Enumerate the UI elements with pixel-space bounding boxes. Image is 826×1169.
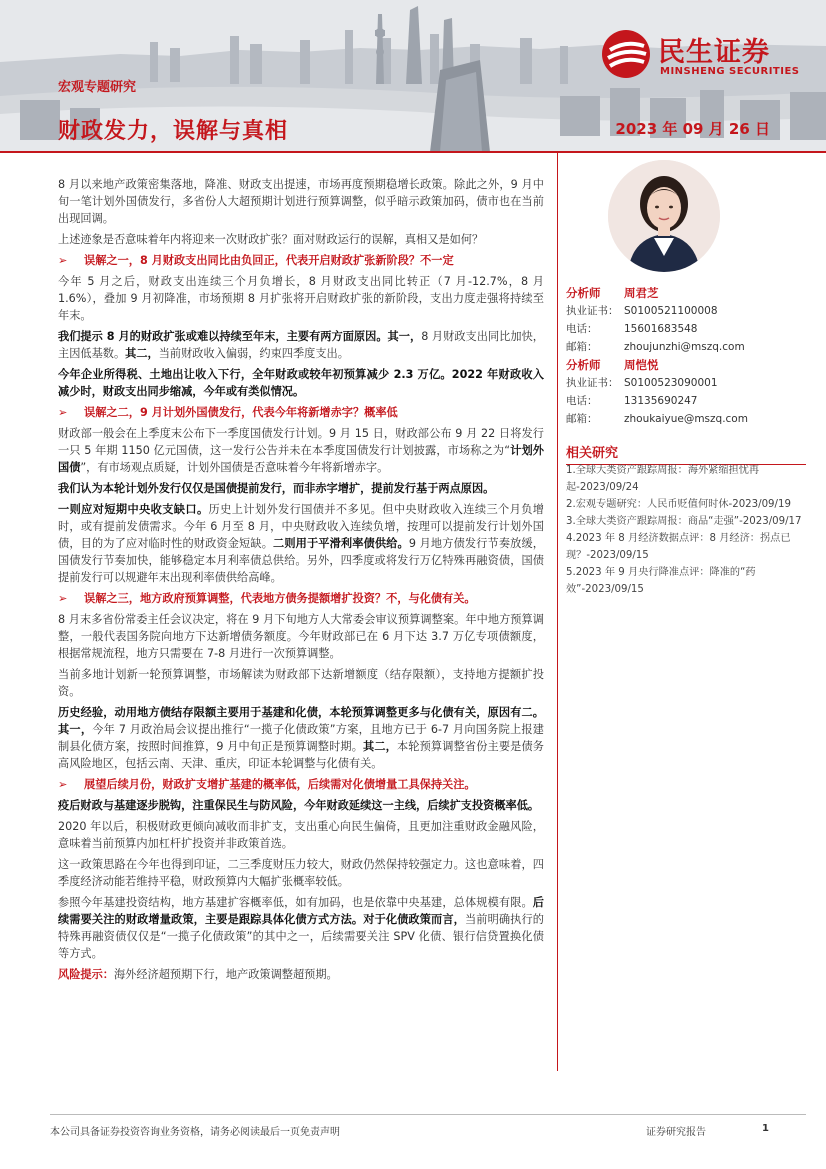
paragraph: 8 月以来地产政策密集落地，降准、财政支出提速，市场再度预期稳增长政策。除此之外，9 月中旬一笔计划外国债发行，多省份人大超预期计划进行预算调整，似乎暗示政策加码，债市也在当前出现回调。	[58, 178, 544, 225]
arrow-bullet-icon: ➢	[58, 778, 68, 791]
minsheng-logo-mark-icon	[600, 28, 652, 80]
paragraph: 历史经验，动用地方债结存限额主要用于基建和化债，本轮预算调整更多与化债有关，原因有二。其一，今年 7 月政治局会议提出推行“一揽子化债政策”方案，且地方已于 6-7 月向国务院上报建制县化债方案，按照时间推算，9 月中旬正是预算调整时期。其二，本轮预算调整省份主要是债务高风险地区，包括云南、天津、重庆，印证本轮调整与化债有关。	[58, 706, 544, 770]
analyst-cert: S0100523090001	[624, 377, 718, 389]
footer-divider	[50, 1114, 806, 1115]
analyst-email[interactable]: zhoujunzhi@mszq.com	[624, 341, 745, 353]
related-research-item[interactable]: 4.2023 年 8 月经济数据点评：8 月经济：拐点已现？-2023/09/15	[566, 533, 791, 561]
paragraph: 当前多地计划新一轮预算调整，市场解读为财政部下达新增额度（结存限额），支持地方提额扩投资。	[58, 668, 544, 698]
section-heading-text: 误解之一，8 月财政支出同比由负回正，代表开启财政扩张新阶段？不一定	[84, 254, 454, 267]
paragraph: 上述迹象是否意味着年内将迎来一次财政扩张？面对财政运行的误解，真相又是如何？	[58, 233, 484, 246]
related-research-item[interactable]: 2.宏观专题研究：人民币贬值何时休-2023/09/19	[566, 499, 791, 510]
report-date: 2023 年 09 月 26 日	[615, 120, 770, 138]
section-heading	[58, 252, 544, 269]
main-column	[58, 176, 544, 987]
paragraph: 财政部一般会在上季度末公布下一季度国债发行计划。9 月 15 日，财政部公布 9 月 22 日将发行一只 5 年期 1150 亿元国债，这一发行公告并未在本季度国债发行计划披露，市场称之为“计划外国债”，有市场观点质疑，计划外国债是否意味着今年将新增赤字。	[58, 427, 544, 474]
arrow-bullet-icon: ➢	[58, 254, 68, 267]
footer-disclaimer: 本公司具备证券投资咨询业务资格，请务必阅读最后一页免责声明	[50, 1127, 340, 1138]
analyst-name: 周君芝	[624, 286, 659, 300]
section-heading-text: 误解之二，9 月计划外国债发行，代表今年将新增赤字？概率低	[84, 406, 398, 419]
arrow-bullet-icon: ➢	[58, 406, 68, 419]
logo-text-cn: 民生证券	[658, 37, 770, 68]
footer-doc-type: 证券研究报告	[646, 1127, 706, 1138]
header-banner	[0, 0, 826, 152]
paragraph: 8 月末多省份常委主任会议决定，将在 9 月下旬地方人大常委会审议预算调整案。年中地方预算调整，一般代表国务院向地方下达新增债务额度。今年财政部已在 6 月下达 3.7 万亿专项债额度，根据常规流程，地方只需要在 7-8 月进行一次预算调整。	[58, 613, 544, 660]
analyst-portrait-image	[608, 160, 720, 272]
section-heading-text: 误解之三，地方政府预算调整，代表地方债务提额增扩投资？不，与化债有关。	[84, 592, 476, 605]
section-heading	[58, 404, 544, 421]
paragraph: 这一政策思路在今年也得到印证，二三季度财压力较大，财政仍然保持较强定力。这也意味着，四季度经济动能若维持平稳，财政预算内大幅扩张概率较低。	[58, 858, 544, 888]
related-research-item[interactable]: 5.2023 年 9 月央行降准点评：降准的“药效”-2023/09/15	[566, 567, 756, 595]
related-research-item[interactable]: 3.全球大类资产跟踪周报：商品“走强”-2023/09/17	[566, 516, 802, 527]
paragraph: 今年企业所得税、土地出让收入下行，全年财政或较年初预算减少 2.3 万亿。2022 年财政收入减少时，财政支出同步缩减，今年或有类似情况。	[58, 368, 544, 398]
report-category: 宏观专题研究	[58, 80, 137, 95]
arrow-bullet-icon: ➢	[58, 592, 68, 605]
paragraph: 我们提示 8 月的财政扩张或难以持续至年末，主要有两方面原因。其一，8 月财政支出同比加快，主因低基数。其二，当前财政收入偏弱，约束四季度支出。	[58, 330, 544, 360]
paragraph: 参照今年基建投资结构，地方基建扩容概率低，如有加码，也是依靠中央基建，总体规模有限。后续需要关注的财政增量政策，主要是跟踪具体化债方式方法。对于化债政策而言，当前明确执行的特殊再融资债仅仅是“一揽子化债政策”的其中之一，后续需要关注 SPV 化债、银行信贷置换化债等方式。	[58, 896, 544, 960]
analyst-photo	[608, 160, 720, 272]
report-title: 财政发力，误解与真相	[58, 119, 289, 144]
risk-warning: 风险提示：海外经济超预期下行，地产政策调整超预期。	[58, 968, 338, 981]
analyst-cert: S0100521100008	[624, 305, 718, 317]
paragraph: 疫后财政与基建逐步脱钩，注重保民生与防风险，今年财政延续这一主线，后续扩支投资概率低。	[58, 799, 540, 812]
logo-text-en: MINSHENG SECURITIES	[660, 66, 800, 77]
related-research-item[interactable]: 1.全球大类资产跟踪周报：海外紧缩担忧再起-2023/09/24	[566, 465, 760, 493]
section-heading	[58, 590, 544, 607]
analyst-email[interactable]: zhoukaiyue@mszq.com	[624, 413, 748, 425]
minsheng-logo	[600, 28, 806, 84]
analyst-name: 周恺悦	[624, 358, 659, 372]
header-divider	[0, 151, 826, 153]
section-heading	[58, 776, 544, 793]
analyst-card: 分析师 周恺悦 执业证书： S0100523090001 电话： 13135690247 邮箱： zhoukaiyue@mszq.com	[566, 356, 806, 428]
analyst-phone: 13135690247	[624, 395, 698, 407]
paragraph: 今年 5 月之后，财政支出连续三个月负增长，8 月财政支出同比转正（7 月-12.7%，8 月 1.6%），叠加 9 月初降准，市场预期 8 月扩张将开启财政扩张的新阶段，支出力度走强将持续至年末。	[58, 275, 544, 322]
page-number: 1	[762, 1123, 769, 1134]
paragraph: 一则应对短期中央收支缺口。历史上计划外发行国债并不多见。但中央财政收入连续三个月负增时，或有提前发债需求。今年 6 月至 8 月，中央财政收入连续负增，按理可以提前发行计划外国债，目的为了应对临时性的财政资金短缺。二则用于平滑利率债供给。9 月地方债发行节奏放缓，国债发行节奏加快，能够稳定本月利率债总供给。另外，四季度或将发行万亿特殊再融资债，国债提前发行可以规避年末出现利率债供给高峰。	[58, 503, 544, 584]
analyst-phone: 15601683548	[624, 323, 698, 335]
related-research-list	[566, 462, 802, 598]
analyst-card: 分析师 周君芝 执业证书： S0100521100008 电话： 15601683548 邮箱： zhoujunzhi@mszq.com	[566, 284, 806, 356]
paragraph: 2020 年以后，积极财政更倾向减收而非扩支，支出重心向民生偏倚，且更加注重财政金融风险，意味着当前预算内加杠杆扩投资并非政策首选。	[58, 820, 544, 850]
related-research-heading: 相关研究	[566, 442, 806, 465]
column-divider	[557, 153, 558, 1071]
paragraph: 我们认为本轮计划外发行仅仅是国债提前发行，而非赤字增扩，提前发行基于两点原因。	[58, 482, 495, 495]
section-heading-text: 展望后续月份，财政扩支增扩基建的概率低，后续需对化债增量工具保持关注。	[84, 778, 476, 791]
